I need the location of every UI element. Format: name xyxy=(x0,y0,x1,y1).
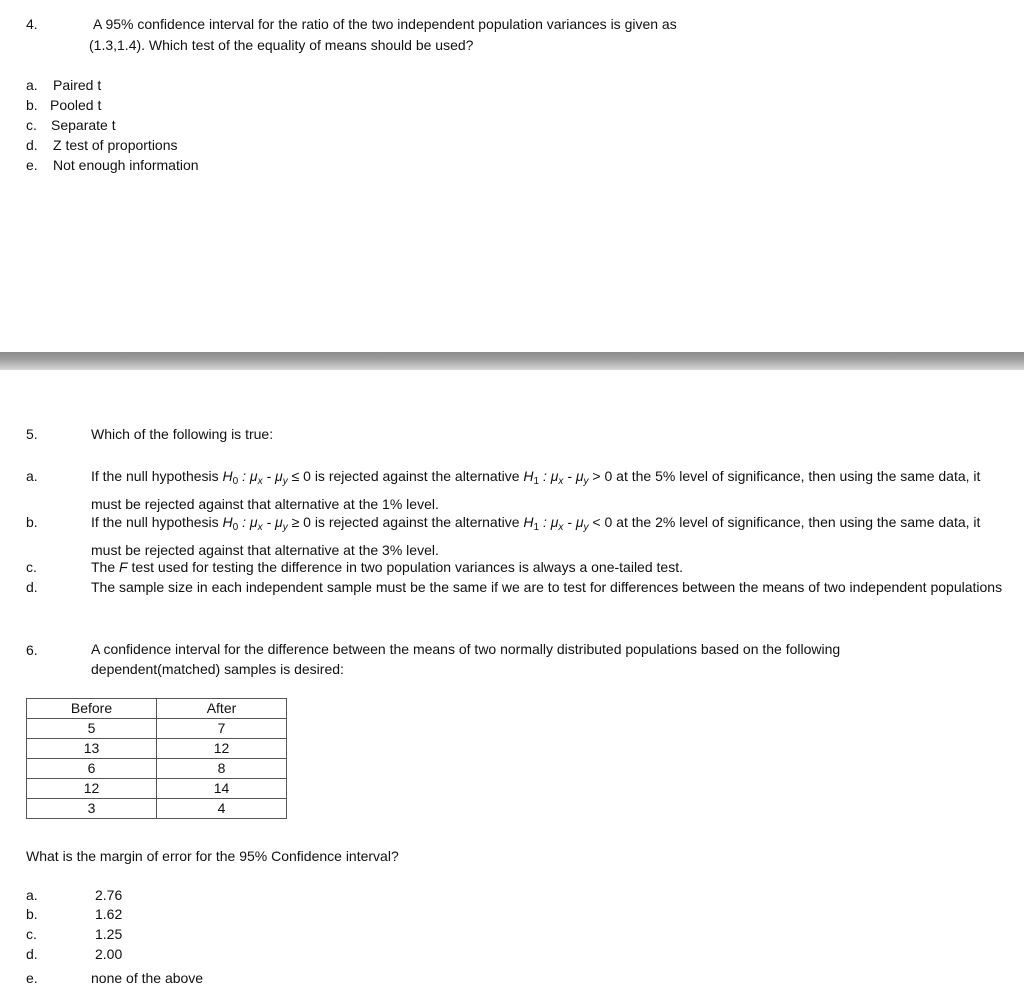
table-cell: 4 xyxy=(157,799,287,819)
page-divider xyxy=(0,352,1024,370)
column-header-after: After xyxy=(157,699,287,719)
option-letter: c. xyxy=(26,926,37,942)
column-header-before: Before xyxy=(27,699,157,719)
table-cell: 8 xyxy=(157,759,287,779)
option-text: If the null hypothesis $H_0$ : $\mu_x - \mu_y \le 0$ is rejected against the alternative $H_1$ : $\mu_x - \mu_y > 0$ at the 5% level of significance, then using the same data, it must be rejected against that alternative at the 1% level. xyxy=(91,468,981,512)
table-header-row xyxy=(27,699,287,719)
question-number: 4. xyxy=(26,16,38,32)
option-letter: b. xyxy=(26,514,38,530)
table-row xyxy=(27,759,287,779)
option-letter: a. xyxy=(26,887,38,903)
before-after-table xyxy=(26,698,287,819)
option-text: If the null hypothesis $H_0$ : $\mu_x - \mu_y \ge 0$ is rejected against the alternative $H_1$ : $\mu_x - \mu_y < 0$ at the 2% level of significance, then using the same data, it must be rejected against that alternative at the 3% level. xyxy=(91,514,981,558)
option-text: 1.62 xyxy=(95,906,123,922)
table-cell: 12 xyxy=(27,779,157,799)
table-cell: 7 xyxy=(157,719,287,739)
option-letter: c. xyxy=(26,559,37,575)
question-number: 5. xyxy=(26,426,38,442)
table-row xyxy=(27,799,287,819)
question-stem: A 95% confidence interval for the ratio of the two independent population variances is given as xyxy=(93,16,677,32)
option-letter: b. xyxy=(26,906,38,922)
option-text: none of the above xyxy=(91,970,204,986)
question-stem: A confidence interval for the difference between the means of two normally distributed populations based on the following dependent(matched) samples is desired: xyxy=(91,641,841,677)
option-text: The sample size in each independent sample must be the same if we are to test for differences between the means of two independent populations xyxy=(91,579,1003,595)
option-letter: d. xyxy=(26,946,38,962)
option-text: Paired t xyxy=(53,77,102,93)
option-letter: a. xyxy=(26,77,38,93)
option-text: Z test of proportions xyxy=(53,137,178,153)
table-row xyxy=(27,719,287,739)
option-text: Separate t xyxy=(51,117,116,133)
table-cell: 6 xyxy=(27,759,157,779)
option-letter: e. xyxy=(26,970,38,986)
option-text: The F test used for testing the difference in two population variances is always a one-tailed test. xyxy=(91,559,683,575)
table-cell: 3 xyxy=(27,799,157,819)
option-letter: b. xyxy=(26,97,38,113)
question-stem: (1.3,1.4). Which test of the equality of means should be used? xyxy=(89,37,474,53)
table-cell: 12 xyxy=(157,739,287,759)
question-stem: Which of the following is true: xyxy=(91,426,274,442)
table-cell: 14 xyxy=(157,779,287,799)
option-letter: d. xyxy=(26,137,38,153)
table-cell: 5 xyxy=(27,719,157,739)
question-prompt: What is the margin of error for the 95% Confidence interval? xyxy=(26,848,399,864)
question-number: 6. xyxy=(26,642,38,658)
table-cell: 13 xyxy=(27,739,157,759)
option-text: 1.25 xyxy=(95,926,123,942)
table-row xyxy=(27,779,287,799)
option-letter: c. xyxy=(26,117,37,133)
option-text: 2.76 xyxy=(95,887,123,903)
option-letter: a. xyxy=(26,468,38,484)
option-letter: d. xyxy=(26,579,38,595)
option-text: Not enough information xyxy=(53,157,199,173)
table-row xyxy=(27,739,287,759)
option-text: 2.00 xyxy=(95,946,123,962)
option-letter: e. xyxy=(26,157,38,173)
option-text: Pooled t xyxy=(50,97,102,113)
